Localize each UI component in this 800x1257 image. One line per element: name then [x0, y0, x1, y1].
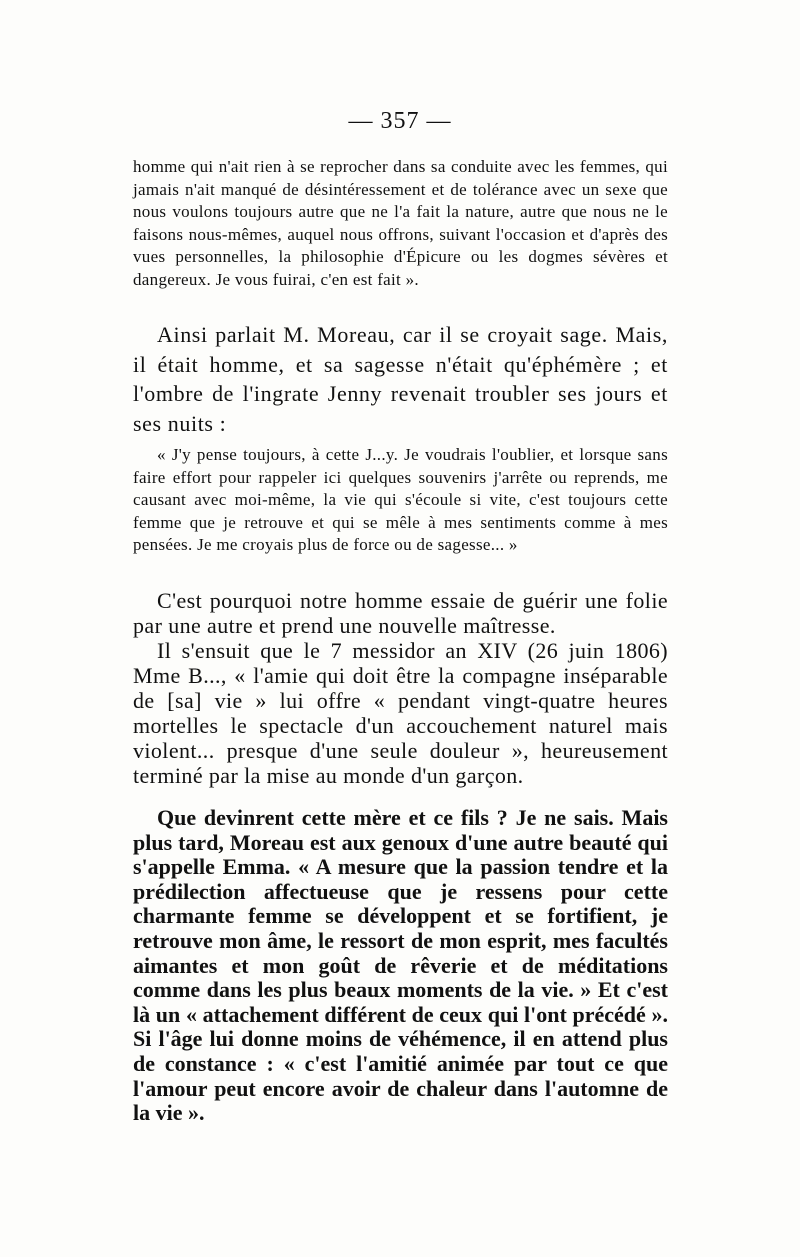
main-paragraph-2a: C'est pourquoi notre homme essaie de guérir une folie par une autre et prend une nouvelle maîtresse.	[133, 588, 668, 638]
main-paragraph-2b: Il s'ensuit que le 7 messidor an XIV (26 juin 1806) Mme B..., « l'amie qui doit être la compagne inséparable de [sa] vie » lui offre « pendant vingt-quatre heures mortelles le spectacle d'un accouchement naturel mais violent... presque d'une seule douleur », heureusement terminé par la mise au monde d'un garçon.	[133, 638, 668, 788]
main-paragraph-block-2	[133, 588, 668, 788]
main-paragraph-3: Que devinrent cette mère et ce fils ? Je ne sais. Mais plus tard, Moreau est aux genoux d'une autre beauté qui s'appelle Emma. « A mesure que la passion tendre et la prédilection affectueuse que je ressens pour cette charmante femme se développent et se fortifient, je retrouve mon âme, le ressort de mon esprit, mes facultés aimantes et mon goût de rêverie et de méditations comme dans les plus beaux moments de la vie. » Et c'est là un « attachement différent de ceux qui l'ont précédé ». Si l'âge lui donne moins de véhémence, il en attend plus de constance : « c'est l'amitié animée par tout ce que l'amour peut encore avoir de chaleur dans l'automne de la vie ».	[133, 805, 668, 1126]
page-number: — 357 —	[348, 108, 452, 134]
main-paragraph-1: Ainsi parlait M. Moreau, car il se croyait sage. Mais, il était homme, et sa sagesse n'était qu'éphémère ; et l'ombre de l'ingrate Jenny revenait troubler ses jours et ses nuits :	[133, 322, 668, 436]
quote-paragraph-middle: « J'y pense toujours, à cette J...y. Je voudrais l'oublier, et lorsque sans faire effort pour rappeler ici quelques souvenirs j'arrête ou reprends, me causant avec moi-même, la vie qui s'écoule si vite, c'est toujours cette femme que je retrouve et qui se mêle à mes sentiments comme à mes pensées. Je me croyais plus de force ou de sagesse... »	[133, 445, 668, 554]
quote-block-middle	[133, 444, 668, 557]
main-paragraph-block-3	[133, 806, 668, 1126]
quote-block-top	[133, 156, 668, 291]
quote-paragraph-top: homme qui n'ait rien à se reprocher dans sa conduite avec les femmes, qui jamais n'ait manqué de désintéressement et de tolérance avec un sexe que nous voulons toujours autre que ne l'a fait la nature, autre que nous ne le faisons nous-mêmes, auquel nous offrons, suivant l'occasion et d'après des vues personnelles, la philosophie d'Épicure ou les dogmes sévères et dangereux. Je vous fuirai, c'en est fait ».	[133, 157, 668, 289]
main-paragraph-block-1	[133, 320, 668, 438]
page-bottom-spacer	[133, 1085, 653, 1086]
